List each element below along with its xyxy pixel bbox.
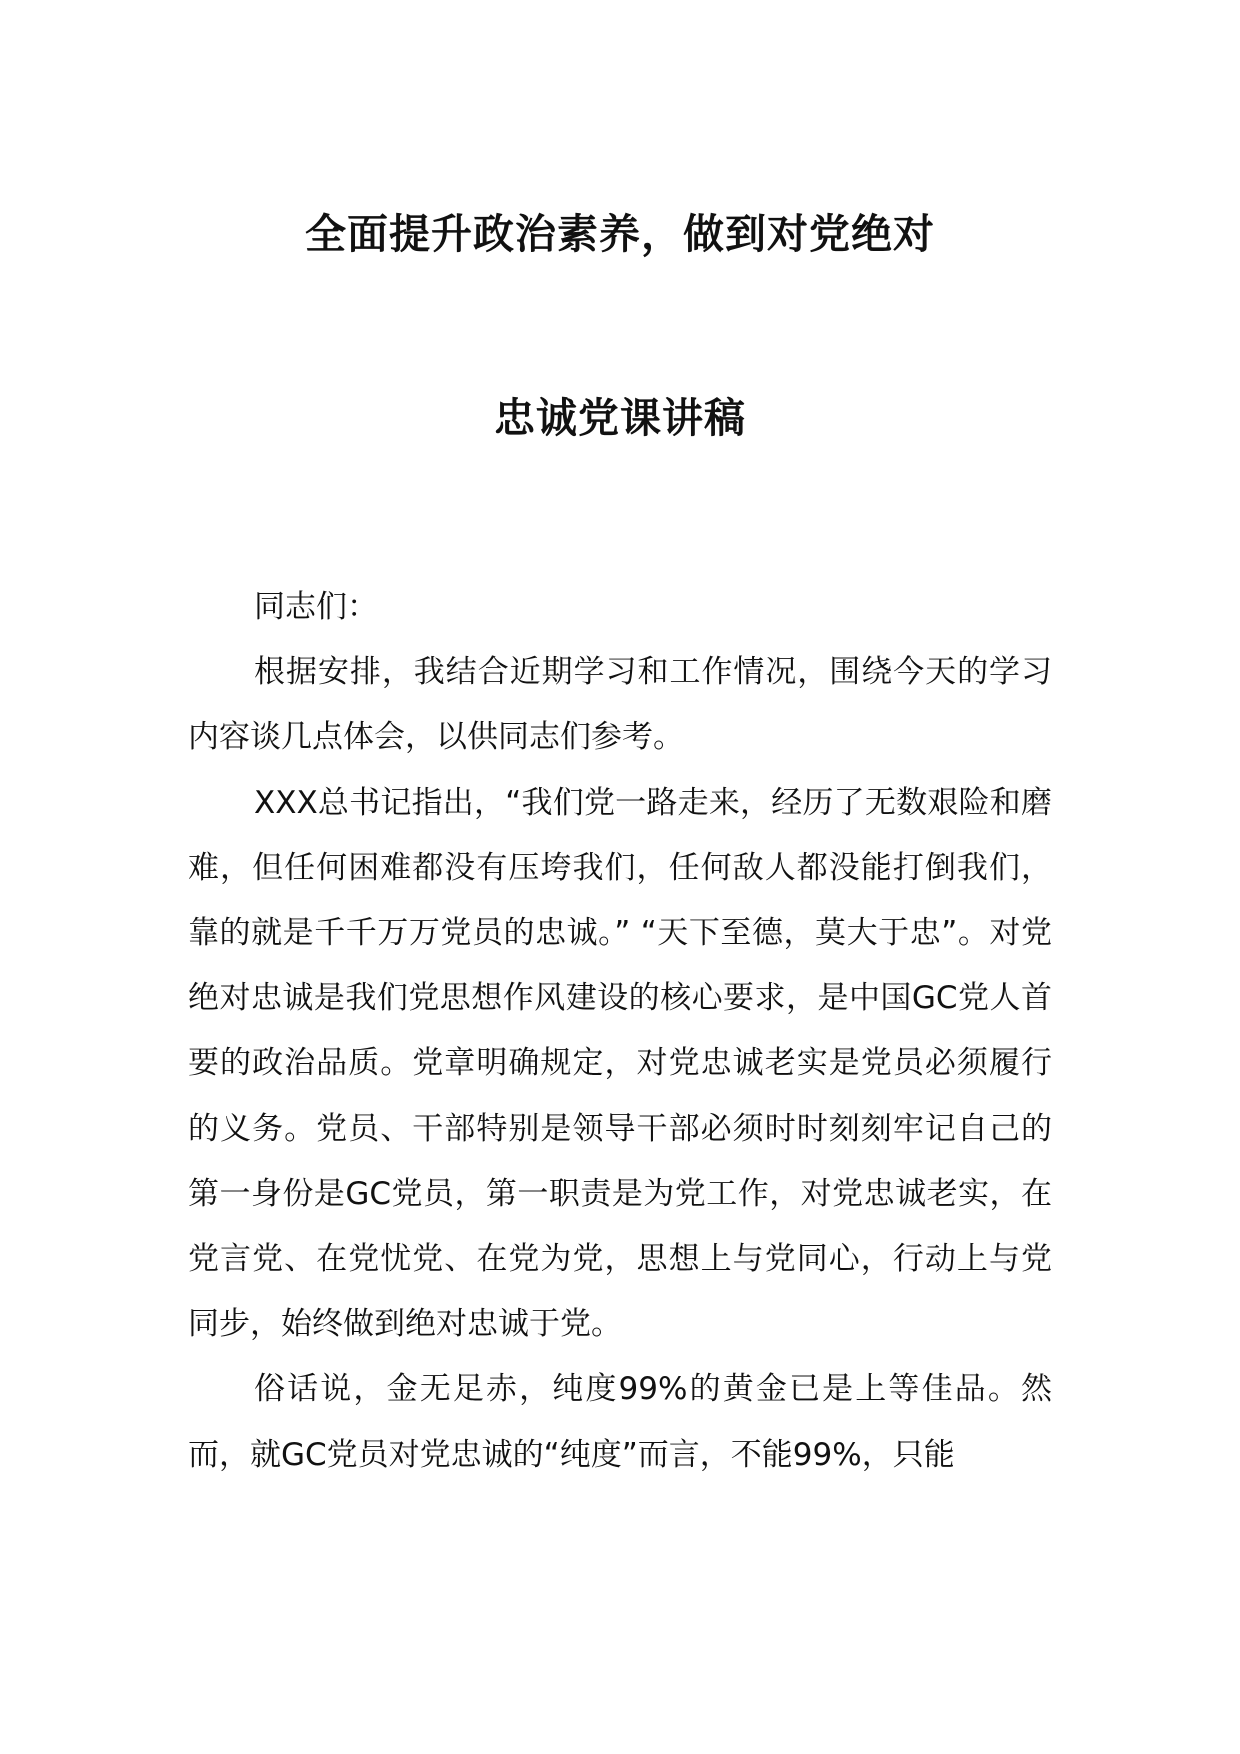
salutation-paragraph: 同志们： bbox=[254, 589, 378, 625]
quote-paragraph: XXX总书记指出，“我们党一路走来，经历了无数艰险和磨难，但任何困难都没有压垮我们，任何敌人都没能打倒我们，靠的就是千千万万党员的忠诚。” “天下至德，莫大于忠”。对党绝对忠诚是我们党思想作风建设的核心要求，是中国GC党人首要的政治品质。党章明确规定，对党忠诚老实是党员必须履行的义务。党员、干部特别是领导干部必须时时刻刻牢记自己的第一身份是GC党员，第一职责是为党工作，对党忠诚老实，在党言党、在党忧党、在党为党，思想上与党同心，行动上与党同步，始终做到绝对忠诚于党。 bbox=[188, 784, 1052, 1343]
intro-paragraph: 根据安排，我结合近期学习和工作情况，围绕今天的学习内容谈几点体会，以供同志们参考。 bbox=[188, 654, 1052, 756]
document-title-line-1: 全面提升政治素养，做到对党绝对 bbox=[305, 210, 935, 258]
document-title-line-2: 忠诚党课讲稿 bbox=[494, 394, 746, 442]
document-body bbox=[188, 575, 1052, 1488]
purity-paragraph: 俗话说，金无足赤，纯度99%的黄金已是上等佳品。然而，就GC党员对党忠诚的“纯度”而言，不能99%，只能 bbox=[188, 1371, 1052, 1473]
